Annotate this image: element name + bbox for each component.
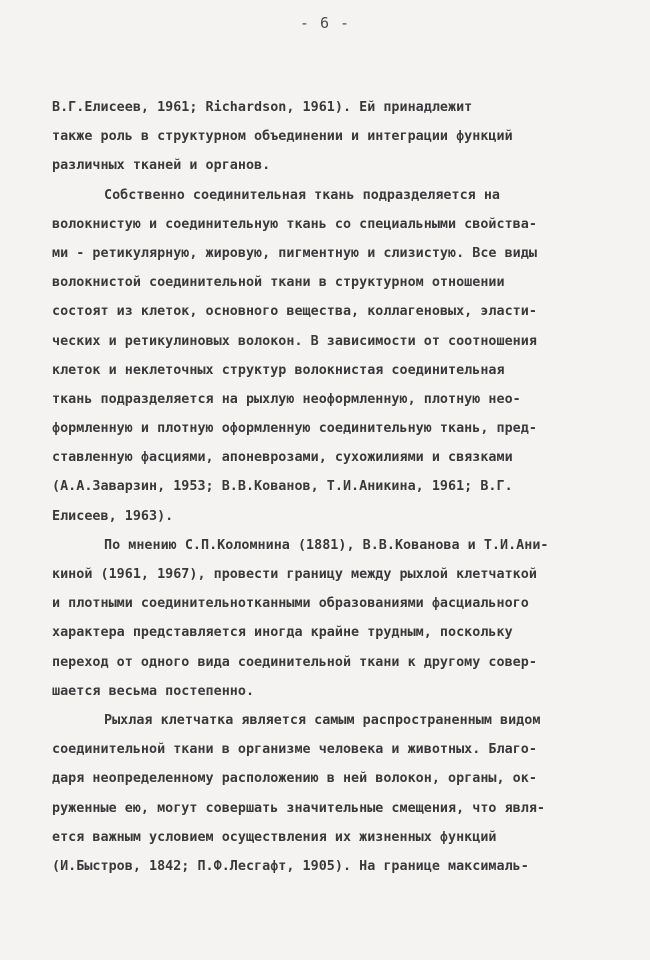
text-line: ставленную фасциями, апоневрозами, сухожилиями и связками	[52, 450, 513, 466]
text-line: Елисеев, 1963).	[52, 508, 174, 524]
text-line: Собственно соединительная ткань подразделяется на	[104, 187, 501, 203]
text-line: шается весьма постепенно.	[52, 683, 255, 699]
text-line: также роль в структурном объединении и интеграции функций	[52, 129, 513, 145]
text-line: и плотными соединительнотканными образованиями фасциального	[52, 596, 529, 612]
text-line: Рыхлая клетчатка является самым распространенным видом	[104, 712, 541, 728]
text-line: руженные ею, могут совершать значительные смещения, что явля-	[52, 800, 545, 816]
text-line: киной (1961, 1967), провести границу между рыхлой клетчаткой	[52, 567, 537, 582]
text-line: волокнистой соединительной ткани в структурном отношении	[52, 275, 505, 291]
text-line: (И.Быстров, 1842; П.Ф.Лесгафт, 1905). На границе максималь-	[52, 858, 529, 874]
text-line: В.Г.Елисеев, 1961; Richardson, 1961). Ей принадлежит	[52, 100, 473, 115]
text-line: (А.А.Заварзин, 1953; В.В.Кованов, Т.И.Аникина, 1961; В.Г.	[52, 479, 513, 495]
text-line: соединительной ткани в организме человека и животных. Благо-	[52, 742, 537, 758]
text-line: состоят из клеток, основного вещества, коллагеновых, эласти-	[52, 304, 537, 320]
text-line: По мнению С.П.Коломнина (1881), В.В.Кованова и Т.И.Ани-	[104, 537, 549, 553]
text-line: переход от одного вида соединительной ткани к другому совер-	[52, 654, 537, 670]
text-line: ми - ретикулярную, жировую, пигментную и слизистую. Все виды	[52, 245, 537, 261]
page-number: - 6 -	[299, 14, 351, 32]
text-line: ткань подразделяется на рыхлую неоформленную, плотную нео-	[52, 391, 521, 407]
text-line: различных тканей и органов.	[52, 158, 271, 174]
text-line: даря неопределенному расположению в ней волокон, органы, ок-	[52, 771, 537, 787]
text-line: характера представляется иногда крайне трудным, поскольку	[52, 625, 513, 641]
text-line: клеток и неклеточных структур волокнистая соединительная	[52, 362, 505, 378]
body-text	[52, 93, 612, 881]
text-line: ческих и ретикулиновых волокон. В зависимости от соотношения	[52, 333, 537, 349]
text-line: ется важным условием осуществления их жизненных функций	[52, 829, 497, 845]
text-line: формленную и плотную оформленную соединительную ткань, пред-	[52, 421, 537, 437]
text-line: волокнистую и соединительную ткань со специальными свойства-	[52, 216, 537, 232]
